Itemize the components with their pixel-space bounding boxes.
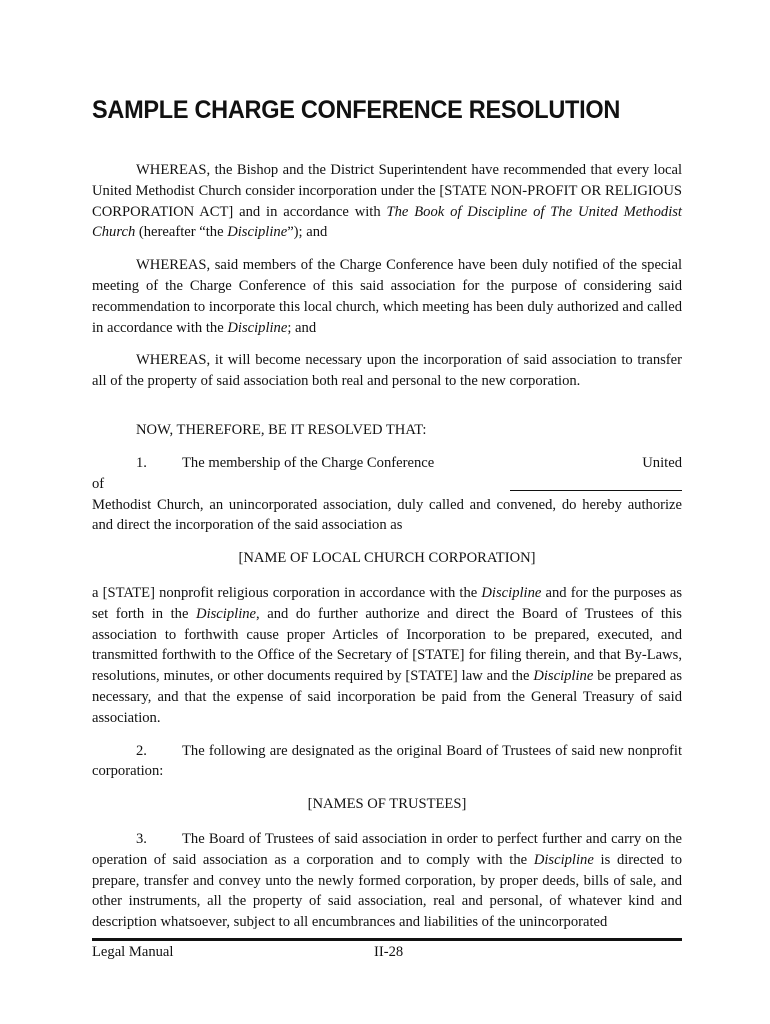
item-2-number: 2.: [136, 742, 147, 759]
whereas-paragraph-3: WHEREAS, it will become necessary upon the incorporation of said association to transfer all of the property of said association both real and personal to the new corporation.: [92, 352, 682, 390]
of-label: of: [92, 475, 105, 492]
footer-manual-name: Legal Manual: [92, 944, 174, 960]
corporation-name-placeholder: [NAME OF LOCAL CHURCH CORPORATION]: [238, 550, 536, 567]
item-1-text: Methodist Church, an unincorporated association, duly called and convened, do hereby authorize and direct the incorporation of the said association as: [92, 496, 682, 534]
footer-page-number: II-28: [374, 944, 404, 960]
item-1-heading: [92, 453, 682, 474]
item-1-head-end: United: [642, 454, 682, 471]
item-2-paragraph: 2. The following are designated as the original Board of Trustees of said new nonprofit corporation:: [92, 742, 682, 780]
item-3-paragraph: 3. The Board of Trustees of said association in order to perfect further and carry on the operation of said association as a corporation and to comply with the Discipline is directed to prepare, transfer and convey unto the newly formed corporation, by proper deeds, bills of sale, and other instruments, all the property of said association, real and personal, of whatever kind and description whatsoever, subject to all encumbrances and liabilities of the unincorporated: [92, 830, 682, 931]
item-1-continuation: a [STATE] nonprofit religious corporation in accordance with the Discipline and for the purposes as set forth in the Discipline, and do further authorize and direct the Board of Trustees of this association to forthwith cause proper Articles of Incorporation to be prepared, executed, and transmitted forthwith to the Office of the Secretary of [STATE] for filing therein, and that By-Laws, resolutions, minutes, or other documents required by [STATE] law and the Discipline be prepared as necessary, and that the expense of said incorporation be paid from the General Treasury of said association.: [92, 584, 683, 726]
item-3-number: 3.: [136, 830, 147, 847]
document-body: [92, 160, 682, 945]
trustees-placeholder: [NAMES OF TRUSTEES]: [307, 796, 467, 813]
item-1-number: 1.: [136, 454, 147, 471]
whereas-paragraph-1: WHEREAS, the Bishop and the District Superintendent have recommended that every local United Methodist Church consider incorporation under the [STATE NON-PROFIT OR RELIGIOUS CORPORATION ACT] and in accordance with The Book of Discipline of The United Methodist Church (hereafter “the Discipline”); and: [92, 162, 682, 241]
document-title: SAMPLE CHARGE CONFERENCE RESOLUTION: [92, 96, 621, 124]
church-name-line: [92, 474, 682, 495]
item-1-head-text: The membership of the Charge Conference: [182, 454, 435, 471]
whereas-paragraph-2: WHEREAS, said members of the Charge Conference have been duly notified of the special meeting of the Charge Conference of this said association for the purpose of considering said recommendation to incorporate this local church, which meeting has been duly authorized and called in accordance with the Discipline; and: [92, 257, 682, 336]
resolved-clause: NOW, THEREFORE, BE IT RESOLVED THAT:: [136, 421, 427, 438]
footer-rule: [92, 938, 682, 941]
church-name-blank: [510, 474, 682, 491]
